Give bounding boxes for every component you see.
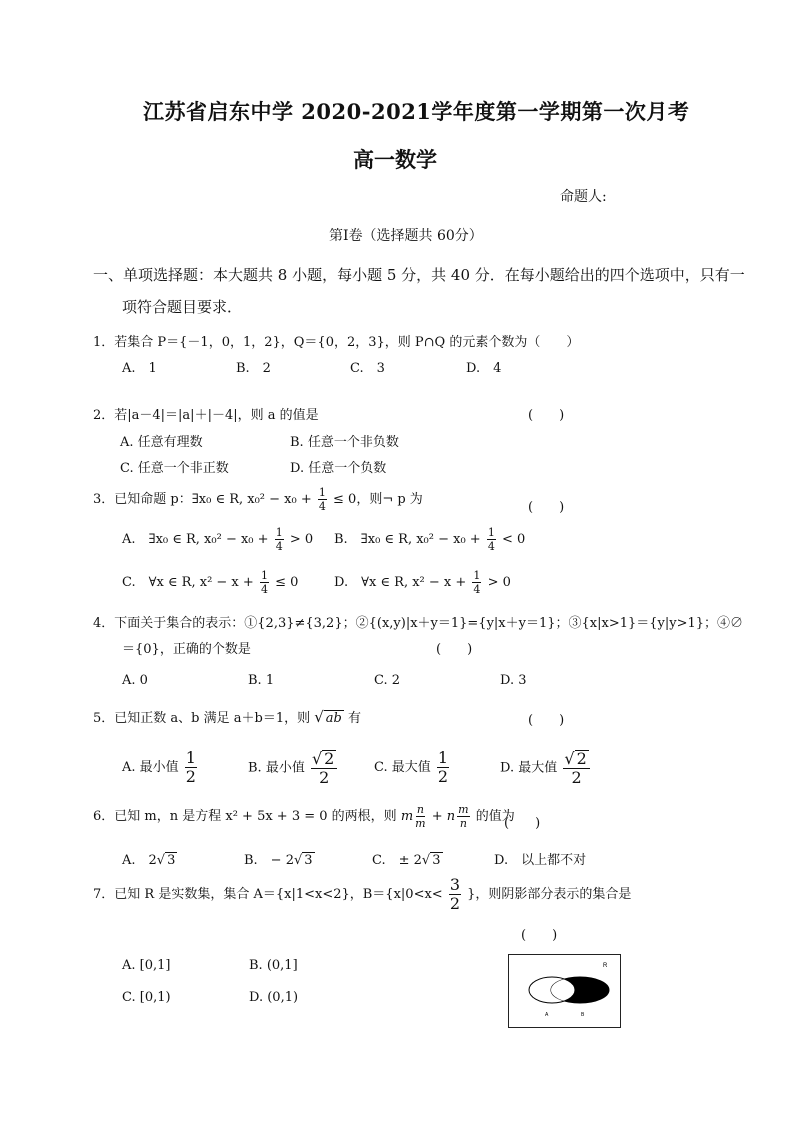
part-label: 第Ⅰ卷（选择题共 60分）	[329, 228, 483, 244]
sqrt-sign: √	[311, 749, 323, 768]
question-3-stem	[93, 487, 423, 512]
question-3-option-a: A. ∃x₀ ∈ R, x₀² − x₀ + $\frac{1}{4}$ > 0	[122, 526, 314, 553]
question-7-stem: 7．已知 R 是实数集，集合 A＝{x|1<x<2}，B＝{x|0<x< $\frac{3}{2}$ }，则阴影部分表示的集合是	[93, 875, 632, 913]
question-4-paren: ( )	[436, 642, 473, 657]
sqrt-fraction: $\frac{m}{n}$	[458, 803, 469, 830]
sqrt-sign: √	[421, 853, 431, 868]
question-7-option-c: C. [0,1)	[122, 990, 171, 1005]
fraction: $\frac{√ 2}{2}$	[563, 750, 589, 786]
question-4-option-d: D. 3	[500, 673, 527, 688]
fraction: $\frac{√ 2}{2}$	[311, 750, 337, 786]
question-4-option-a: A. 0	[122, 673, 148, 688]
question-2-option-b: B. 任意一个非负数	[290, 435, 399, 450]
fraction: $\frac{1}{2}$	[185, 748, 196, 786]
question-3-option-c: C. ∀x ∈ R, x² − x + $\frac{1}{4}$ ≤ 0	[122, 569, 299, 596]
question-1-stem: 1．若集合 P＝{－1，0，1，2}，Q＝{0，2，3}，则 P∩Q 的元素个数为（ ）	[93, 335, 580, 350]
sqrt-sign: √	[314, 708, 324, 726]
question-1-option-a: A. 1	[122, 361, 157, 376]
question-4-stem: 4．下面关于集合的表示：①{2,3}≠{3,2}；②{(x,y)|x＋y＝1}={y|x＋y＝1}；③{x|x>1}＝{y|y>1}；④∅	[93, 616, 744, 631]
venn-label-b: B	[581, 1012, 585, 1018]
sqrt-sign: √	[156, 853, 166, 868]
fraction: $\frac{3}{2}$	[449, 875, 461, 913]
author-label: 命题人:	[560, 189, 607, 205]
sqrt-sign: √	[564, 749, 575, 768]
question-5-option-d: D. 最大值 $\frac{√ 2}{2}$	[500, 750, 592, 786]
venn-diagram-svg	[509, 955, 620, 1027]
question-1-option-c: C. 3	[350, 361, 385, 376]
question-3-option-d: D. ∀x ∈ R, x² − x + $\frac{1}{4}$ > 0	[334, 569, 511, 596]
question-2-paren: ( )	[528, 408, 565, 423]
question-1-option-b: B. 2	[236, 361, 271, 376]
question-3-stem-pre: 3．已知命题 p：∃x₀ ∈ R, x₀² − x₀ +	[93, 492, 312, 507]
fraction: $\frac{1}{4}$	[487, 526, 495, 553]
question-6-option-a: A. 2√ 3	[122, 853, 176, 868]
question-4-option-c: C. 2	[374, 673, 401, 688]
question-3-paren: ( )	[528, 500, 565, 515]
question-7-option-d: D. (0,1)	[249, 990, 299, 1005]
question-5-option-a: A. 最小值 $\frac{1}{2}$	[122, 748, 196, 786]
question-3-stem-post: ≤ 0，则¬ p 为	[333, 492, 423, 507]
question-3-option-b: B. ∃x₀ ∈ R, x₀² − x₀ + $\frac{1}{4}$ < 0	[334, 526, 526, 553]
exam-subtitle: 高一数学	[353, 147, 437, 172]
question-6-option-b: B. − 2√ 3	[244, 853, 313, 868]
sqrt-fraction: $\frac{n}{m}$	[415, 803, 426, 830]
fraction: $\frac{1}{4}$	[260, 569, 268, 596]
fraction: $\frac{1}{4}$	[275, 526, 283, 553]
sqrt-sign: √	[293, 853, 303, 868]
question-2-option-a: A. 任意有理数	[120, 435, 203, 450]
question-7-paren: ( )	[521, 928, 558, 943]
question-2-option-d: D. 任意一个负数	[290, 461, 387, 476]
question-5-option-b: B. 最小值 $\frac{√ 2}{2}$	[248, 750, 339, 786]
question-5-stem: 5．已知正数 a、b 满足 a＋b＝1，则 √ ab 有	[93, 708, 362, 726]
fraction: $\frac{1}{4}$	[318, 486, 326, 513]
section-instruction-2: 项符合题目要求．	[122, 298, 243, 316]
radicand: ab	[325, 711, 342, 726]
question-6-option-c: C. ± 2√ 3	[372, 853, 441, 868]
question-6-stem: 6．已知 m，n 是方程 x² + 5x + 3 = 0 的两根，则 m $\frac{n}{m}$ + n $\frac{m}{n}$ 的值为	[93, 803, 515, 830]
question-6-option-d: D. 以上都不对	[494, 853, 587, 868]
question-6-paren: ( )	[504, 816, 541, 831]
question-4-option-b: B. 1	[248, 673, 275, 688]
section-instruction: 一、单项选择题：本大题共 8 小题，每小题 5 分，共 40 分．在每小题给出的四个选项中，只有一	[93, 266, 745, 284]
venn-diagram	[508, 954, 621, 1028]
fraction: $\frac{1}{2}$	[437, 748, 449, 786]
venn-label-r: R	[603, 963, 608, 969]
exam-title: 江苏省启东中学 2020-2021学年度第一学期第一次月考	[143, 99, 690, 124]
question-4-stem-2: ＝{0}，正确的个数是	[122, 642, 251, 657]
fraction: $\frac{1}{4}$	[473, 569, 481, 596]
question-2-stem: 2．若|a－4|＝|a|＋|－4|，则 a 的值是	[93, 408, 319, 423]
question-2-option-c: C. 任意一个非正数	[120, 461, 229, 476]
question-1-option-d: D. 4	[466, 361, 502, 376]
question-5-option-c: C. 最大值 $\frac{1}{2}$	[374, 748, 449, 786]
venn-label-a: A	[545, 1012, 549, 1018]
question-7-option-a: A. [0,1]	[122, 958, 171, 973]
question-7-option-b: B. (0,1]	[249, 958, 298, 973]
question-5-paren: ( )	[528, 713, 565, 728]
